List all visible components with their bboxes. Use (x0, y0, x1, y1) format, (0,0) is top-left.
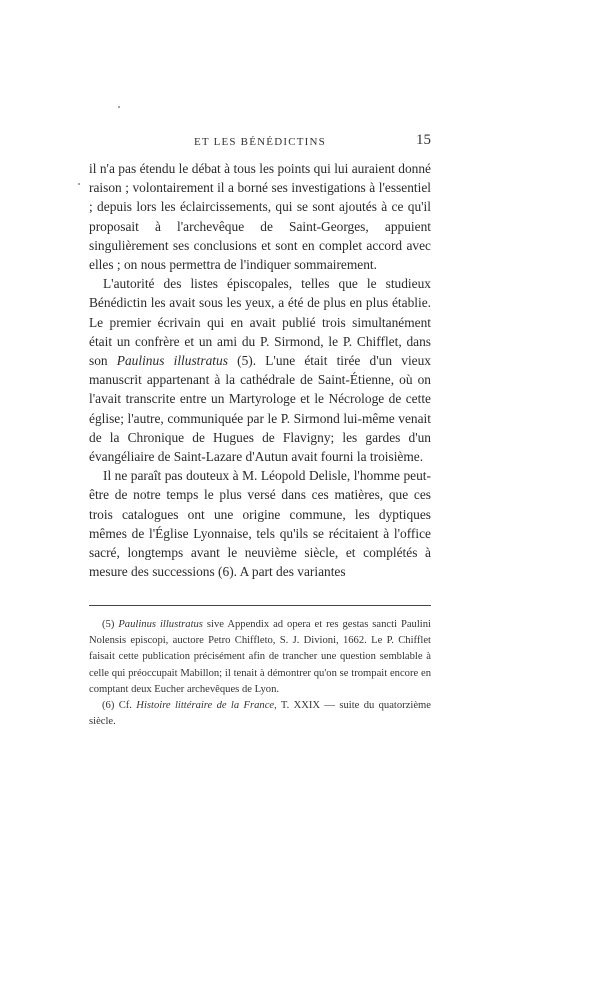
footnote-6-text: , T. XXIX — suite du quatorzième siècle. (89, 700, 431, 728)
paragraph-3: Il ne paraît pas douteux à M. Léopold Delisle, l'homme peut-être de notre temps le plus versé dans ces matières, que ces trois catalogues ont une origine commune, les dyptiques mêmes de l'Église Lyonnaise, tels qu'ils se récitaient à l'office sacré, longtemps avant le neuvième siècle, et complétés à mesure des successions (6). A part des variantes (89, 468, 431, 580)
footnote-5-italic-title: Paulinus illustratus (118, 619, 203, 630)
paragraph-1: il n'a pas étendu le débat à tous les points qui lui auraient donné raison ; volontairement il a borné ses investigations à l'essentiel ; depuis lors les éclaircissements, qui se sont ajoutés à ce qu'il proposait à l'archevêque de Saint-Georges, appuient singulièrement ses conclusions et sont en complet accord avec elles ; on nous permettra de l'indiquer sommairement. (89, 161, 431, 273)
body-text (89, 159, 431, 581)
running-head (89, 131, 431, 151)
footnote-6-italic-title: Histoire littéraire de la France (136, 700, 275, 712)
footnote-5-marker: (5) (102, 619, 119, 630)
footnotes (89, 617, 431, 730)
paper-speck (78, 183, 80, 185)
footnote-6-marker: (6) Cf. (102, 700, 137, 712)
page-number: 15 (416, 132, 431, 148)
paper-speck (118, 106, 120, 108)
footnote-rule (89, 605, 431, 606)
paragraph-2-text-a: L'autorité des listes épiscopales, telles que le studieux Bénédictin les avait sous les yeux, a été de plus en plus établie. Le premier écrivain qui en avait publié trois simultanément était un confrère et un ami du P. Sirmond, le P. Chifflet, dans son (89, 276, 431, 369)
paragraph-2 (89, 274, 431, 466)
paragraph-2-text-b: (5). L'une était tirée d'un vieux manuscrit appartenant à la cathédrale de Saint-Étienne, où on l'avait transcrite entre un Martyrologe et le Nécrologe de cette église; l'autre, communiquée par le P. Sirmond lui-même venait de la Chronique de Hugues de Flavigny; les gardes d'un évangéliaire de Saint-Lazare d'Autun avait fourni la troisième. (89, 353, 431, 465)
paragraph-2-italic-title: Paulinus illustratus (116, 353, 228, 369)
footnote-5 (89, 617, 431, 698)
footnote-6 (89, 698, 431, 730)
running-title: ET LES BÉNÉDICTINS (193, 136, 326, 148)
footnote-5-text: sive Appendix ad opera et res gestas sancti Paulini Nolensis episcopi, auctore Petro Chiffleto, S. J. Divioni, 1662. Le P. Chifflet faisait cette publication précisément afin de trancher une question semblable à celle qui préoccupait Mabillon; il tenait à démontrer qu'on se trompait encore en comptant deux Eucher archevêques de Lyon. (89, 619, 431, 695)
